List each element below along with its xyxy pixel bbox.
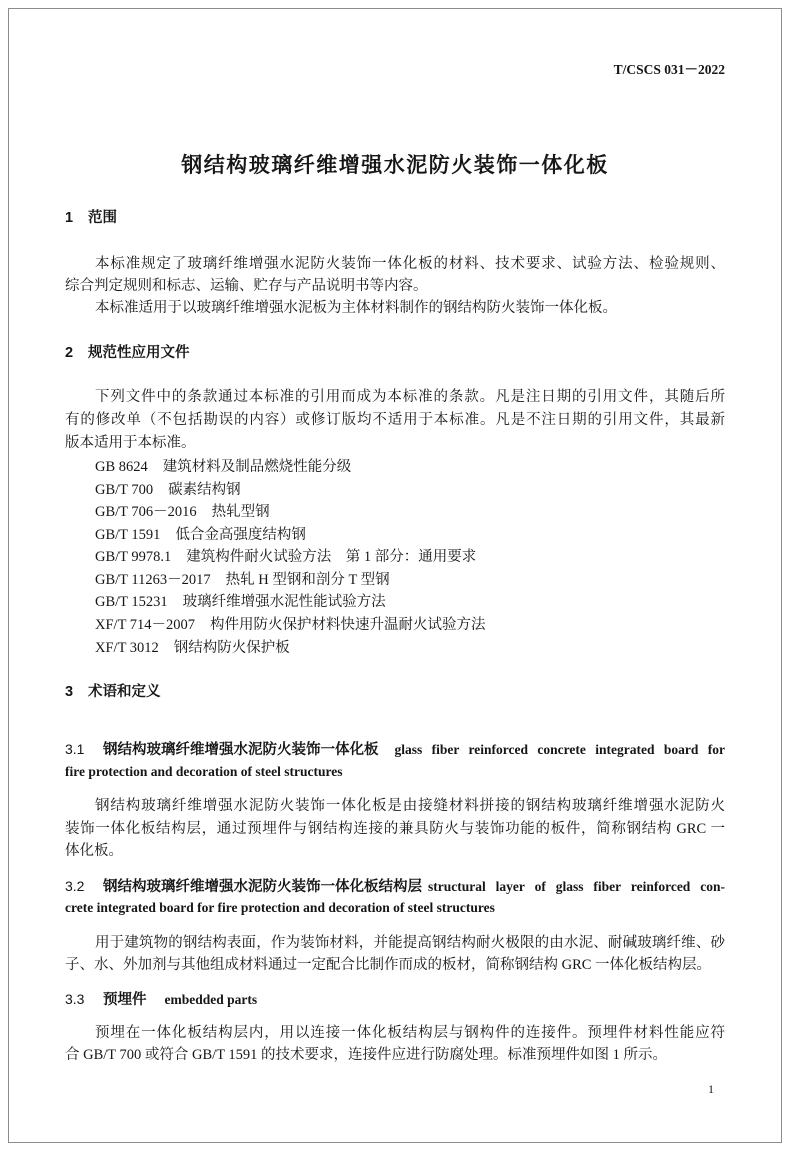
section-title: 范围 <box>88 210 117 226</box>
section-number: 3 <box>65 684 74 700</box>
definition-line: 合 GB/T 700 或符合 GB/T 1591 的技术要求，连接件应进行防腐处理。标准预埋件如图 1 所示。 <box>65 1047 668 1063</box>
reference-name: 构件用防火保护材料快速升温耐火试验方法 <box>210 617 486 633</box>
paragraph-line: 版本适用于本标准。 <box>65 435 196 451</box>
term-en: embedded parts <box>164 992 258 1007</box>
definition-line: 用于建筑物的钢结构表面，作为装饰材料，并能提高钢结构耐火极限的由水泥、耐碱玻璃纤维、砂 <box>95 935 725 951</box>
reference-item <box>95 524 725 546</box>
paragraph-line: 有的修改单（不包括勘误的内容）或修订版均不适用于本标准。凡是不注日期的引用文件，其最新 <box>65 412 725 428</box>
reference-code: GB/T 1591 <box>95 527 161 543</box>
reference-code: GB/T 15231 <box>95 594 168 610</box>
page-number: 1 <box>708 1082 714 1096</box>
reference-code: GB/T 700 <box>95 482 154 498</box>
term-en: glass fiber reinforced concrete integrated board for <box>394 742 725 757</box>
term-en-continued: crete integrated board for fire protection and decoration of steel structures <box>65 900 495 915</box>
term-3-1-heading <box>65 738 725 760</box>
reference-item <box>95 479 725 501</box>
paragraph-line: 本标准适用于以玻璃纤维增强水泥板为主体材料制作的钢结构防火装饰一体化板。 <box>95 300 617 316</box>
section-title: 规范性应用文件 <box>88 345 190 361</box>
reference-item <box>95 614 725 636</box>
definition-line: 体化板。 <box>65 843 123 859</box>
reference-code: XF/T 714－2007 <box>95 617 196 633</box>
reference-item <box>95 501 725 523</box>
term-zh: 钢结构玻璃纤维增强水泥防火装饰一体化板结构层 <box>103 879 422 895</box>
reference-code: GB/T 11263－2017 <box>95 572 211 588</box>
term-number: 3.1 <box>65 741 85 757</box>
definition-line: 装饰一体化板结构层，通过预埋件与钢结构连接的兼具防火与装饰功能的板件，简称钢结构 GRC 一 <box>65 821 725 837</box>
section-number: 2 <box>65 345 74 361</box>
term-en: structural layer of glass fiber reinforced con- <box>428 879 725 894</box>
reference-name: 热轧 H 型钢和剖分 T 型钢 <box>225 572 390 588</box>
section-title: 术语和定义 <box>88 684 161 700</box>
definition-line: 钢结构玻璃纤维增强水泥防火装饰一体化板是由接缝材料拼接的钢结构玻璃纤维增强水泥防火 <box>95 798 725 814</box>
reference-name: 玻璃纤维增强水泥性能试验方法 <box>182 594 386 610</box>
reference-code: GB 8624 <box>95 459 148 475</box>
term-number: 3.3 <box>65 991 85 1007</box>
document-title: 钢结构玻璃纤维增强水泥防火装饰一体化板 <box>181 154 609 177</box>
section-3-heading <box>65 681 161 703</box>
term-3-3-heading <box>65 988 725 1010</box>
standard-code: T/CSCS 031－2022 <box>613 62 725 77</box>
paragraph-line: 本标准规定了玻璃纤维增强水泥防火装饰一体化板的材料、技术要求、试验方法、检验规则、 <box>95 256 725 272</box>
term-zh: 钢结构玻璃纤维增强水泥防火装饰一体化板 <box>103 742 379 758</box>
reference-item <box>95 591 725 613</box>
reference-code: GB/T 9978.1 <box>95 549 172 565</box>
definition-line: 预埋在一体化板结构层内，用以连接一体化板结构层与钢构件的连接件。预埋件材料性能应符 <box>95 1025 725 1041</box>
reference-name: 建筑构件耐火试验方法 第 1 部分：通用要求 <box>186 549 477 565</box>
reference-item <box>95 456 725 478</box>
term-zh: 预埋件 <box>103 992 147 1008</box>
term-3-2-heading <box>65 875 725 897</box>
reference-item <box>95 569 725 591</box>
definition-line: 子、水、外加剂与其他组成材料通过一定配合比制作而成的板材，简称钢结构 GRC 一体化板结构层。 <box>65 957 712 973</box>
reference-name: 钢结构防火保护板 <box>173 640 290 656</box>
section-2-heading <box>65 342 190 364</box>
reference-name: 低合金高强度结构钢 <box>175 527 306 543</box>
reference-code: XF/T 3012 <box>95 640 159 656</box>
term-number: 3.2 <box>65 878 85 894</box>
reference-name: 碳素结构钢 <box>168 482 241 498</box>
reference-code: GB/T 706－2016 <box>95 504 197 520</box>
paragraph-line: 综合判定规则和标志、运输、贮存与产品说明书等内容。 <box>65 278 428 294</box>
section-number: 1 <box>65 210 74 226</box>
reference-item <box>95 637 725 659</box>
paragraph-line: 下列文件中的条款通过本标准的引用而成为本标准的条款。凡是注日期的引用文件，其随后所 <box>95 389 725 405</box>
reference-name: 建筑材料及制品燃烧性能分级 <box>162 459 352 475</box>
section-1-heading <box>65 207 117 229</box>
reference-name: 热轧型钢 <box>211 504 270 520</box>
term-en-continued: fire protection and decoration of steel structures <box>65 764 343 779</box>
reference-item <box>95 546 725 568</box>
